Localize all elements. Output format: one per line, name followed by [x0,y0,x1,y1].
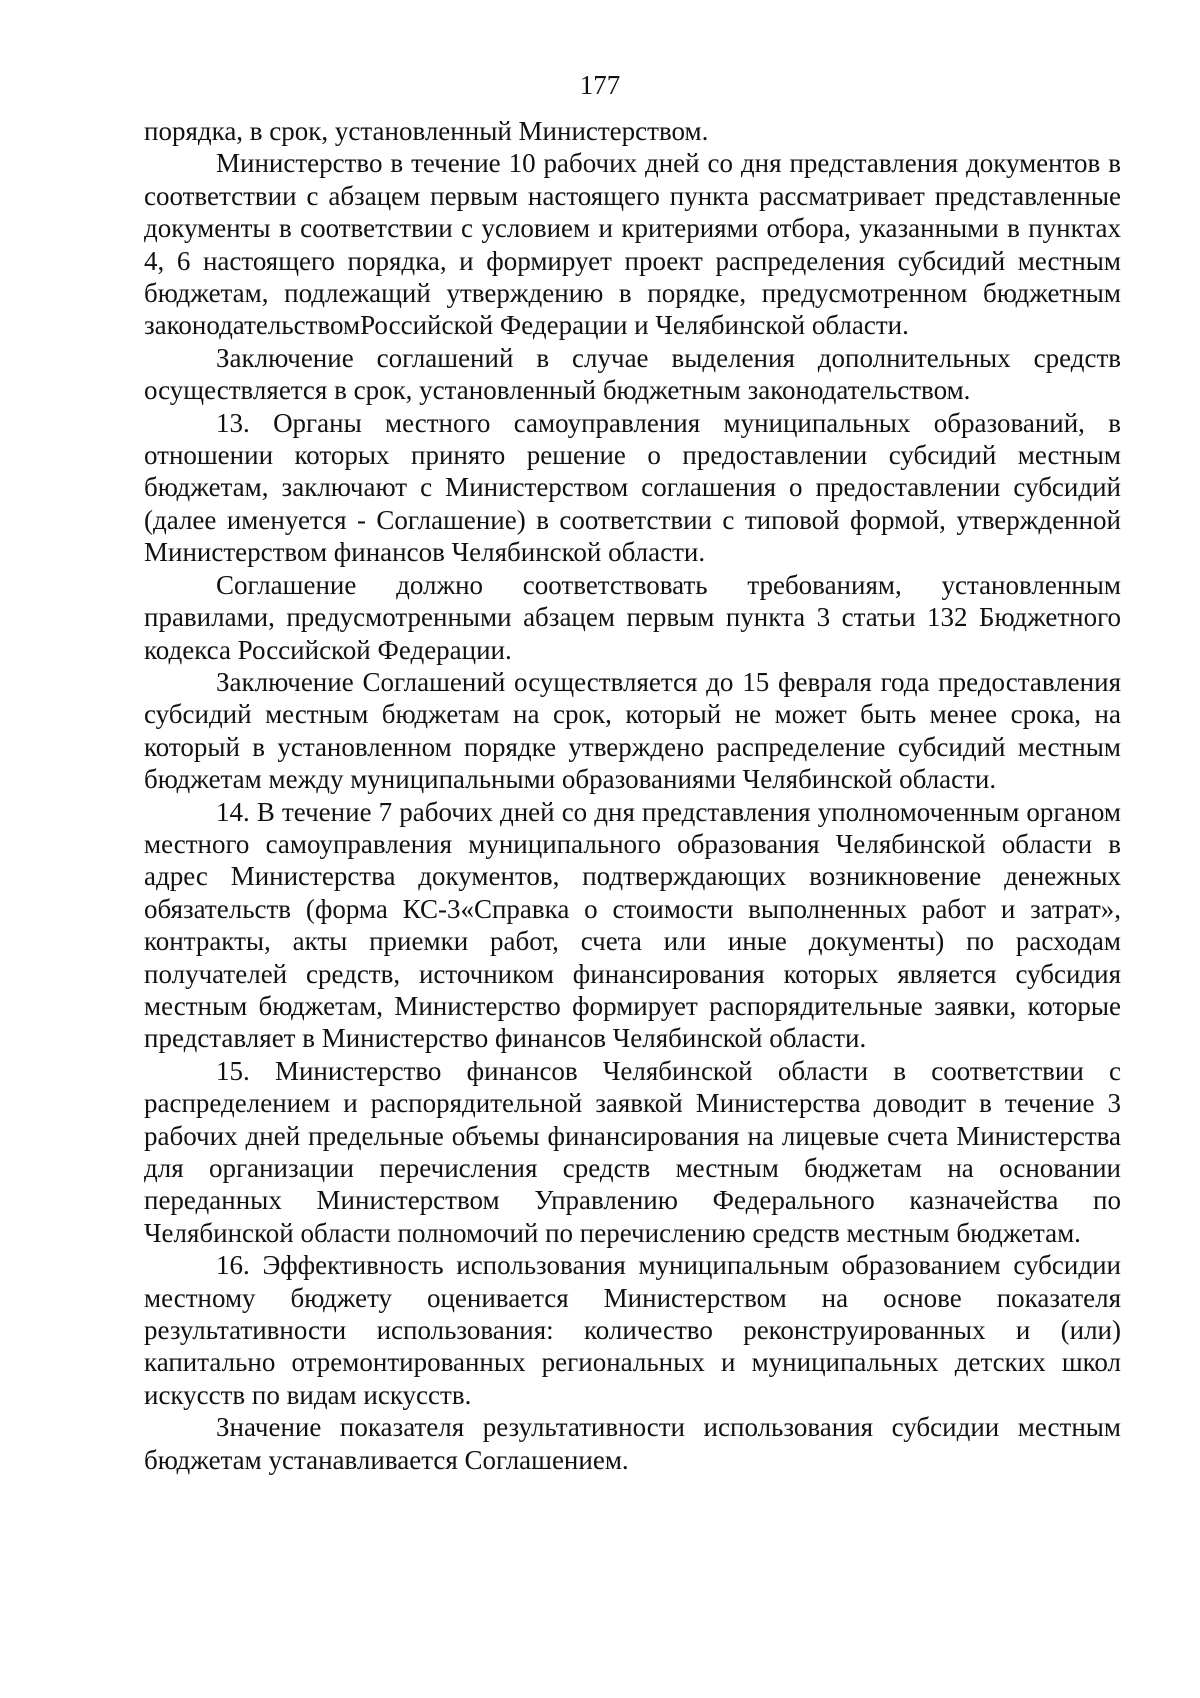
paragraph-item-15: 15. Министерство финансов Челябинской области в соответствии с распределением и распорядительной заявкой Министерства доводит в течение 3 рабочих дней предельные объемы финансирования на лицевые счета Министерства для организации перечисления средств местным бюджетам на основании переданных Министерством Управлению Федерального казначейства по Челябинской области полномочий по перечислению средств местным бюджетам. [144,1055,1121,1248]
document-body [144,115,1121,1476]
paragraph-ministry-review: Министерство в течение 10 рабочих дней со дня представления документов в соответствии с абзацем первым настоящего пункта рассматривает представленные документы в соответствии с условием и критериями отбора, указанными в пунктах 4, 6 настоящего порядка, и формирует проект распределения субсидий местным бюджетам, подлежащий утверждению в порядке, предусмотренном бюджетным законодательствомРоссийской Федерации и Челябинской области. [144,148,1121,341]
paragraph-additional-funds: Заключение соглашений в случае выделения дополнительных средств осуществляется в срок, установленный бюджетным законодательством. [144,342,1121,406]
paragraph-agreement-deadline: Заключение Соглашений осуществляется до 15 февраля года предоставления субсидий местным бюджетам на срок, который не может быть менее срока, на который в установленном порядке утверждено распределение субсидий местным бюджетам между муниципальными образованиями Челябинской области. [144,666,1121,795]
paragraph-continuation: порядка, в срок, установленный Министерством. [144,116,709,146]
paragraph-item-14: 14. В течение 7 рабочих дней со дня представления уполномоченным органом местного самоуправления муниципального образования Челябинской области в адрес Министерства документов, подтверждающих возникновение денежных обязательств (форма КС-3«Справка о стоимости выполненных работ и затрат», контракты, акты приемки работ, счета или иные документы) по расходам получателей средств, источником финансирования которых является субсидия местным бюджетам, Министерство формирует распорядительные заявки, которые представляет в Министерство финансов Челябинской области. [144,796,1121,1054]
paragraph-agreement-requirements: Соглашение должно соответствовать требованиям, установленным правилами, предусмотренными абзацем первым пункта 3 статьи 132 Бюджетного кодекса Российской Федерации. [144,569,1121,665]
paragraph-item-13: 13. Органы местного самоуправления муниципальных образований, в отношении которых принято решение о предоставлении субсидий местным бюджетам, заключают с Министерством соглашения о предоставлении субсидий (далее именуется - Соглашение) в соответствии с типовой формой, утвержденной Министерством финансов Челябинской области. [144,407,1121,568]
paragraph-item-16: 16. Эффективность использования муниципальным образованием субсидии местному бюджету оценивается Министерством на основе показателя результативности использования: количество реконструированных и (или) капитально отремонтированных региональных и муниципальных детских школ искусств по видам искусств. [144,1250,1121,1410]
page-number: 177 [579,70,621,100]
paragraph-indicator-value: Значение показателя результативности использования субсидии местным бюджетам устанавливается Соглашением. [144,1412,1121,1475]
